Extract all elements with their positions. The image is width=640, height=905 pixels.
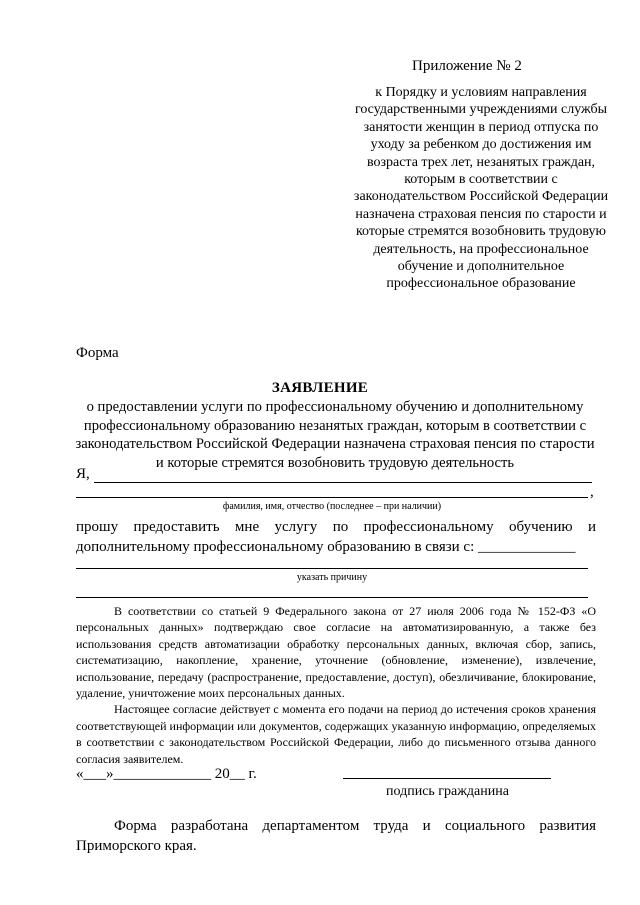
applicant-line-comma: , xyxy=(590,484,594,500)
applicant-name-line-2[interactable] xyxy=(76,497,588,498)
reason-caption: указать причину xyxy=(296,572,368,583)
signature-caption: подпись гражданина xyxy=(386,784,509,799)
appendix-title: Приложение № 2 xyxy=(412,58,522,74)
reason-line-1[interactable] xyxy=(76,568,588,569)
footer-note: Форма разработана департаментом труда и социального развития Приморского края. xyxy=(76,818,596,854)
consent-paragraph-2: Настоящее согласие действует с момента его подачи на период до истечения сроков хранения соответствующей информации или документов, содержащих указанную информацию, определяемых в соответствии с законодательством Российской Федерации, либо до письменного отзыва данного согласия заявителем. xyxy=(76,702,596,766)
consent-text xyxy=(76,603,596,767)
request-text: прошу предоставить мне услугу по профессиональному обучению и дополнительному профессиональному образованию в связи с: _____________ xyxy=(76,519,596,555)
reason-line-2[interactable] xyxy=(76,597,588,598)
date-field[interactable]: «___»_____________ 20__ г. xyxy=(76,766,257,782)
form-label: Форма xyxy=(76,345,119,361)
document-title: ЗАЯВЛЕНИЕ xyxy=(271,380,369,396)
appendix-text: к Порядку и условиям направления государственными учреждениями службы занятости женщин в период отпуска по уходу за ребенком до достижения им возраста трех лет, незанятых граждан, которым в соответствии с законодательством Российской Федерации назначена страховая пенсия по старости и которые стремятся возобновить трудовую деятельность, на профессиональное обучение и дополнительное профессиональное образование xyxy=(353,85,609,292)
consent-paragraph-1: В соответствии со статьей 9 Федерального закона от 27 июля 2006 года № 152-ФЗ «О персональных данных» подтверждаю свое согласие на автоматизированную, а также без использования средств автоматизации обработку персональных данных, включая сбор, запись, систематизацию, накопление, хранение, уточнение (обновление, изменение), извлечение, использование, передачу (распространение, предоставление, доступ), обезличивание, блокирование, удаление, уничтожение моих персональных данных. xyxy=(76,604,596,701)
signature-line[interactable] xyxy=(343,778,551,779)
document-subtitle: о предоставлении услуги по профессиональному обучению и дополнительному профессиональному образованию незанятых граждан, которым в соответствии с законодательством Российской Федерации назначена страховая пенсия по старости и которые стремятся возобновить трудовую деятельность xyxy=(75,399,595,471)
name-caption: фамилия, имя, отчество (последнее – при наличии) xyxy=(222,501,442,512)
applicant-prefix: Я, xyxy=(76,466,90,482)
applicant-name-line-1[interactable] xyxy=(94,482,592,483)
